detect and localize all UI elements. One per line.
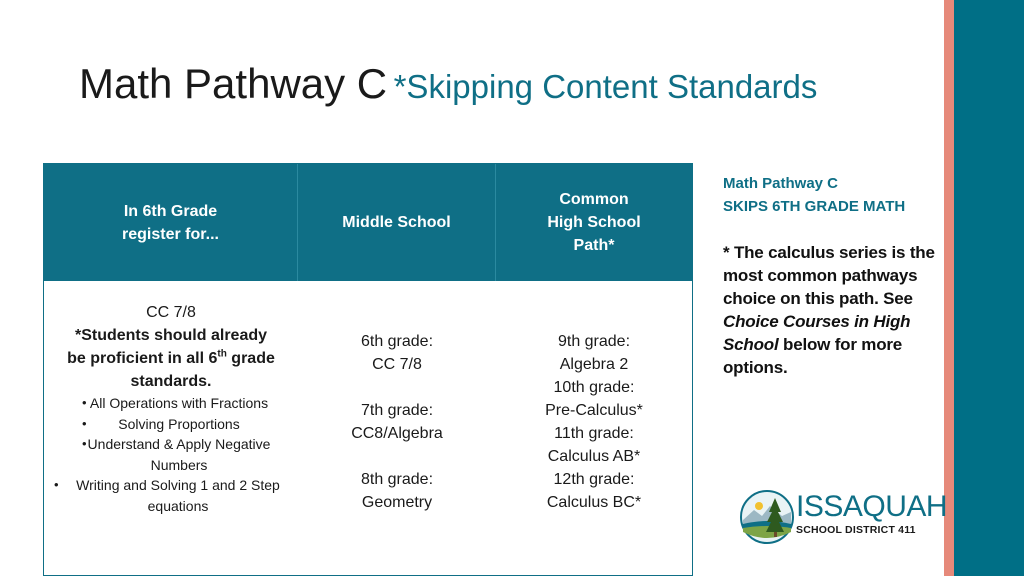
district-logo [740,490,948,548]
title-subtitle: *Skipping Content Standards [393,68,818,105]
choice-courses-reference: Choice Courses in High School [723,312,911,354]
list-item: • Writing and Solving 1 and 2 Step equations [54,475,292,516]
header-middle-school: Middle School [298,164,496,281]
course-name: CC 7/8 [146,304,196,321]
list-item: • Understand & Apply Negative Numbers [54,434,292,475]
note-title-line1: Math Pathway C [723,175,839,192]
prerequisite-note-line2: be proficient in all 6th grade [67,348,275,367]
prerequisite-list [44,393,298,516]
cell-middle-school: 6th grade: CC 7/8 7th grade: CC8/Algebra 8th grade: Geometry [351,333,443,511]
cell-6th-grade-course [44,281,298,575]
cell-high-school: 9th grade: Algebra 2 10th grade: Pre-Calculus* 11th grade: Calculus AB* 12th grade: Calculus BC* [545,333,643,511]
note-title-line2: SKIPS 6TH GRADE MATH [723,198,906,215]
list-item: • Solving Proportions [54,414,292,435]
page-title [79,60,817,108]
header-6th-grade: In 6th Grade register for... [44,164,298,281]
title-main: Math Pathway C [79,60,388,107]
logo-name: ISSAQUAH [796,490,948,523]
note-body: * The calculus series is the most common pathways choice on this path. See Choice Courses in High School below for more options. [723,243,935,377]
side-note [723,172,938,379]
prerequisite-note-line1: *Students should already [74,327,268,344]
logo-subtitle: SCHOOL DISTRICT 411 [796,524,916,536]
prerequisite-note-line3: standards. [130,373,212,390]
mountain-tree-logo-icon [740,490,794,544]
pathway-table [43,163,693,576]
header-high-school: Common High School Path* [496,164,692,281]
list-item: • All Operations with Fractions [54,393,292,414]
accent-bar-teal [954,0,1024,576]
